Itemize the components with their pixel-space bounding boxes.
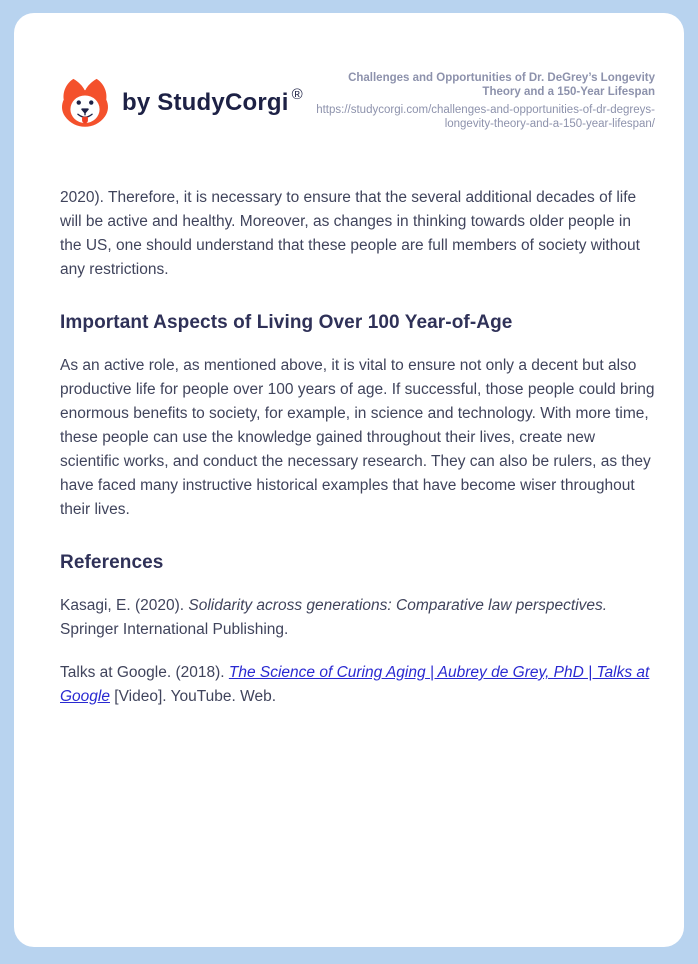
- brand-name: by StudyCorgi: [122, 89, 289, 116]
- document-card: [14, 13, 684, 947]
- document-content: [60, 186, 655, 709]
- reference-2-suffix: [Video]. YouTube. Web.: [109, 688, 277, 705]
- intro-paragraph: 2020). Therefore, it is necessary to ensure that the several additional decades of life will be active and healthy. Moreover, as changes in thinking towards older people in the US, one should understand that these people are full members of society without any restrictions.: [60, 189, 640, 278]
- document-meta: [313, 67, 655, 131]
- reference-1-publisher: Springer International Publishing.: [60, 621, 289, 638]
- registered-trademark: ®: [291, 85, 303, 103]
- section-heading: Important Aspects of Living Over 100 Year-of-Age: [60, 312, 513, 333]
- header: [60, 67, 655, 131]
- reference-entry-1: [60, 594, 655, 642]
- reference-1-authors: Kasagi, E. (2020).: [60, 597, 189, 614]
- reference-2-authors: Talks at Google. (2018).: [60, 664, 229, 681]
- document-title: Challenges and Opportunities of Dr. DeGrey’s Longevity Theory and a 150-Year Lifespan: [348, 72, 655, 98]
- document-url[interactable]: https://studycorgi.com/challenges-and-opportunities-of-dr-degreys-longevity-theory-and-a-150-year-lifespan/: [316, 104, 655, 130]
- reference-entry-2: [60, 661, 655, 709]
- references-heading: References: [60, 552, 164, 573]
- reference-1-title: Solidarity across generations: Comparative law perspectives.: [188, 597, 608, 614]
- section-paragraph: As an active role, as mentioned above, it is vital to ensure not only a decent but also productive life for people over 100 years of age. If successful, those people could bring enormous benefits to society, for example, in science and technology. With more time, these people can use the knowledge gained throughout their lives, create new scientific works, and conduct the necessary research. They can also be rulers, as they have faced many instructive historical examples that have become wiser throughout their lives.: [60, 357, 655, 518]
- corgi-logo-icon: [60, 77, 110, 129]
- reference-2-link[interactable]: The Science of Curing Aging | Aubrey de Grey, PhD | Talks at Google: [60, 664, 650, 705]
- brand[interactable]: [60, 77, 303, 129]
